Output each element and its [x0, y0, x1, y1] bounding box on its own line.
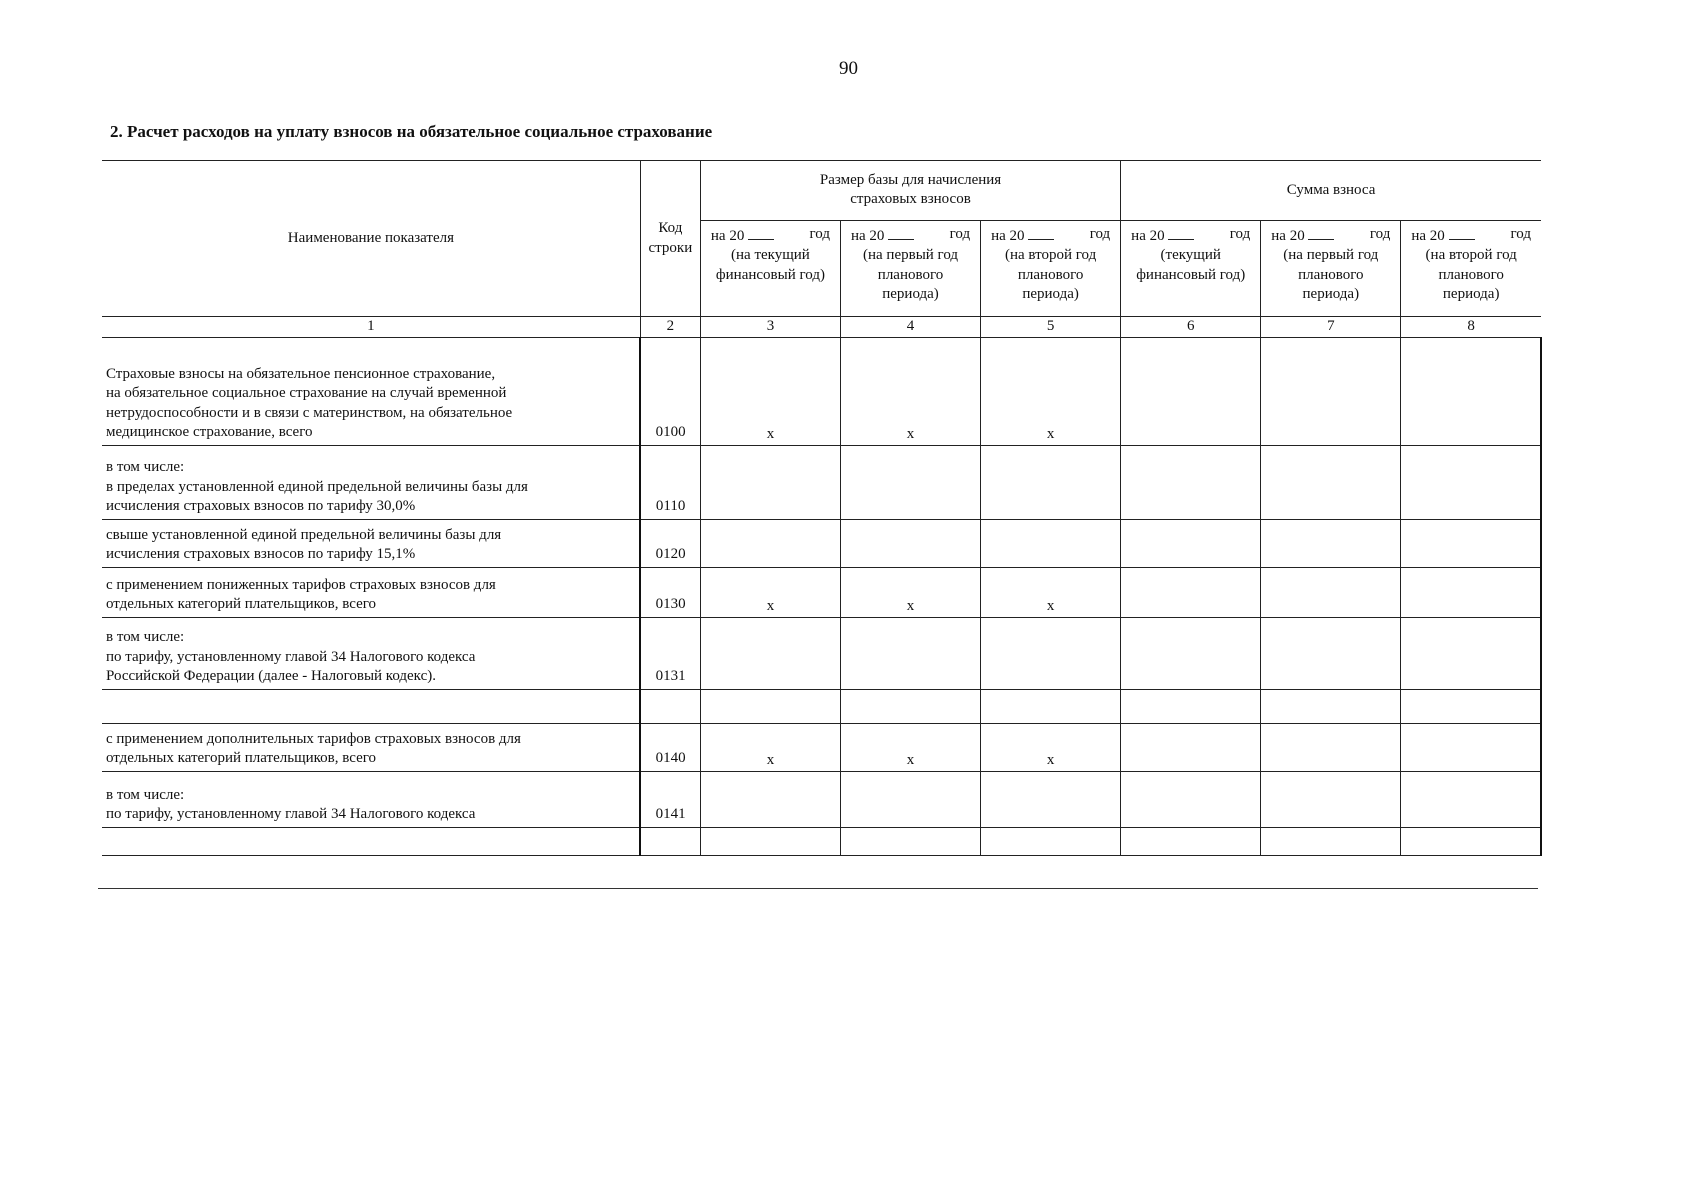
- column-number-1: 1: [102, 317, 640, 338]
- base-value-cell[interactable]: [840, 689, 980, 723]
- header-col-desc-line: финансовый год): [1136, 266, 1246, 283]
- table-row: [102, 617, 1541, 689]
- header-year-col-5: [981, 220, 1121, 316]
- base-value-cell[interactable]: [700, 445, 840, 519]
- year-line: [841, 225, 980, 247]
- row-code-cell: 0110: [640, 445, 700, 519]
- row-code-cell: 0140: [640, 723, 700, 771]
- insurance-contributions-table: [102, 160, 1542, 856]
- year-prefix-group: [1271, 225, 1334, 247]
- header-year-col-6: [1121, 220, 1261, 316]
- header-year-col-8: [1401, 220, 1541, 316]
- base-value-cell[interactable]: [700, 771, 840, 827]
- year-blank: [1028, 225, 1054, 240]
- year-prefix: на 20: [1131, 227, 1165, 244]
- header-col-desc-line: периода): [1442, 286, 1500, 303]
- sum-value-cell[interactable]: [1261, 617, 1401, 689]
- row-code-cell: [640, 689, 700, 723]
- sum-value-cell[interactable]: [1121, 771, 1261, 827]
- header-indicator-name: [102, 161, 640, 317]
- indicator-name-line: в пределах установленной единой предельной величины базы для: [106, 478, 528, 495]
- year-line: [1121, 225, 1260, 247]
- indicator-name-line: Страховые взносы на обязательное пенсионное страхование,: [106, 365, 496, 382]
- base-value-cell[interactable]: x: [700, 567, 840, 617]
- header-col-desc-line: (на текущий: [731, 247, 810, 264]
- year-suffix: год: [1089, 225, 1111, 242]
- table-row: [102, 827, 1541, 855]
- column-number-4: 4: [840, 317, 980, 338]
- base-value-cell[interactable]: [840, 519, 980, 567]
- indicator-name-cell: [102, 723, 640, 771]
- year-suffix: год: [949, 225, 971, 242]
- sum-value-cell[interactable]: [1261, 337, 1401, 445]
- indicator-name-cell: [102, 567, 640, 617]
- year-prefix: на 20: [991, 227, 1025, 244]
- table-row: [102, 723, 1541, 771]
- base-value-cell[interactable]: x: [840, 723, 980, 771]
- row-code-cell: 0100: [640, 337, 700, 445]
- year-prefix: на 20: [1271, 227, 1305, 244]
- column-number-8: 8: [1401, 317, 1541, 338]
- year-blank: [1308, 225, 1334, 240]
- indicator-name-cell: [102, 519, 640, 567]
- table-row: [102, 567, 1541, 617]
- sum-value-cell[interactable]: [1261, 771, 1401, 827]
- year-prefix-group: [851, 225, 914, 247]
- table-row: [102, 337, 1541, 445]
- header-sum-label: Сумма взноса: [1286, 181, 1376, 198]
- row-code-cell: 0131: [640, 617, 700, 689]
- sum-value-cell[interactable]: [1401, 519, 1541, 567]
- indicator-name-line: в том числе:: [106, 459, 185, 475]
- indicator-name-line: с применением пониженных тарифов страховых взносов для: [106, 576, 496, 593]
- header-year-col-4: [840, 220, 980, 316]
- year-suffix: год: [1369, 225, 1391, 242]
- sum-value-cell[interactable]: [1121, 617, 1261, 689]
- indicator-name-line: отдельных категорий плательщиков, всего: [106, 750, 377, 766]
- sum-value-cell[interactable]: [1261, 723, 1401, 771]
- base-value-cell[interactable]: [840, 445, 980, 519]
- year-suffix: год: [1510, 225, 1531, 242]
- base-value-cell[interactable]: [840, 771, 980, 827]
- year-blank: [1168, 225, 1194, 240]
- sum-value-cell[interactable]: [1261, 567, 1401, 617]
- sum-value-cell[interactable]: [1401, 771, 1541, 827]
- year-blank: [1449, 225, 1475, 240]
- column-number-3: 3: [700, 317, 840, 338]
- header-col-desc-line: (на второй год: [1004, 247, 1097, 264]
- header-col-desc-line: планового: [1017, 266, 1084, 283]
- header-base-group: [700, 161, 1120, 221]
- indicator-name-cell: [102, 771, 640, 827]
- base-value-cell[interactable]: x: [981, 723, 1121, 771]
- indicator-name-line: на обязательное социальное страхование на случай временной: [106, 385, 507, 401]
- indicator-name-cell: [102, 689, 640, 723]
- year-line: [981, 225, 1120, 247]
- header-col-desc-line: периода): [1302, 286, 1360, 303]
- base-value-cell[interactable]: [840, 617, 980, 689]
- sum-value-cell[interactable]: [1401, 723, 1541, 771]
- header-sum-group: [1121, 161, 1541, 221]
- header-col-desc-line: планового: [1438, 266, 1504, 283]
- sum-value-cell[interactable]: [1401, 337, 1541, 445]
- base-value-cell[interactable]: [700, 689, 840, 723]
- row-code-cell: 0130: [640, 567, 700, 617]
- indicator-name-cell: [102, 337, 640, 445]
- year-prefix: на 20: [1411, 227, 1445, 244]
- indicator-name-cell: [102, 827, 640, 855]
- header-col-desc-line: периода): [882, 286, 939, 303]
- sum-value-cell[interactable]: [1261, 519, 1401, 567]
- year-prefix-group: [991, 225, 1054, 247]
- indicator-name-line: исчисления страховых взносов по тарифу 30,0%: [106, 498, 416, 514]
- indicator-name-line: исчисления страховых взносов по тарифу 15,1%: [106, 546, 416, 562]
- header-year-col-7: [1261, 220, 1401, 316]
- indicator-name-line: нетрудоспособности и в связи с материнством, на обязательное: [106, 404, 513, 421]
- column-number-7: 7: [1261, 317, 1401, 338]
- sum-value-cell[interactable]: [1121, 519, 1261, 567]
- base-value-cell[interactable]: x: [981, 337, 1121, 445]
- sum-value-cell[interactable]: [1121, 337, 1261, 445]
- year-suffix: год: [809, 225, 830, 242]
- header-col-desc-line: (текущий: [1160, 247, 1221, 264]
- table-row: [102, 519, 1541, 567]
- sum-value-cell[interactable]: [1121, 689, 1261, 723]
- sum-value-cell[interactable]: [1121, 445, 1261, 519]
- base-value-cell[interactable]: x: [840, 337, 980, 445]
- base-value-cell[interactable]: [700, 827, 840, 855]
- base-value-cell[interactable]: x: [840, 567, 980, 617]
- indicator-name-cell: [102, 445, 640, 519]
- base-value-cell[interactable]: x: [981, 567, 1121, 617]
- header-code-line1: Код: [658, 220, 683, 236]
- sum-value-cell[interactable]: [1401, 445, 1541, 519]
- section-title: 2. Расчет расходов на уплату взносов на обязательное социальное страхование: [110, 122, 713, 141]
- base-value-cell[interactable]: [981, 445, 1121, 519]
- header-col-desc-line: (на первый год: [863, 247, 959, 264]
- row-code-cell: 0120: [640, 519, 700, 567]
- base-value-cell[interactable]: [981, 827, 1121, 855]
- header-col-desc-line: планового: [1298, 266, 1364, 283]
- year-line: [1261, 225, 1400, 247]
- base-value-cell[interactable]: x: [700, 337, 840, 445]
- header-col-desc-line: финансовый год): [715, 266, 825, 283]
- sum-value-cell[interactable]: [1401, 827, 1541, 855]
- base-value-cell[interactable]: x: [700, 723, 840, 771]
- page-number: 90: [839, 58, 858, 79]
- sum-value-cell[interactable]: [1401, 567, 1541, 617]
- header-base-line2: страховых взносов: [850, 191, 971, 208]
- sum-value-cell[interactable]: [1401, 617, 1541, 689]
- indicator-name-line: медицинское страхование, всего: [106, 424, 313, 440]
- base-value-cell[interactable]: [700, 617, 840, 689]
- column-number-6: 6: [1121, 317, 1261, 338]
- year-prefix-group: [1131, 225, 1194, 247]
- base-value-cell[interactable]: [840, 827, 980, 855]
- header-col-desc-line: периода): [1022, 286, 1079, 303]
- column-number-5: 5: [981, 317, 1121, 338]
- header-row-code: [640, 161, 700, 317]
- year-blank: [748, 225, 774, 240]
- base-value-cell[interactable]: [700, 519, 840, 567]
- year-line: [1401, 225, 1541, 247]
- indicator-name-line: в том числе:: [106, 629, 185, 645]
- sum-value-cell[interactable]: [1121, 567, 1261, 617]
- indicator-name-line: Российской Федерации (далее - Налоговый кодекс).: [106, 668, 436, 684]
- indicator-name-line: с применением дополнительных тарифов страховых взносов для: [106, 730, 521, 747]
- header-col-desc-line: (на второй год: [1425, 247, 1517, 264]
- base-value-cell[interactable]: [981, 519, 1121, 567]
- indicator-name-line: свыше установленной единой предельной величины базы для: [106, 526, 502, 543]
- sum-value-cell[interactable]: [1121, 723, 1261, 771]
- year-line: [701, 225, 840, 247]
- year-prefix-group: [1411, 225, 1474, 247]
- row-code-cell: 0141: [640, 771, 700, 827]
- year-prefix: на 20: [710, 227, 745, 244]
- table-row: [102, 771, 1541, 827]
- row-code-cell: [640, 827, 700, 855]
- base-value-cell[interactable]: [981, 617, 1121, 689]
- header-base-line1: Размер базы для начисления: [819, 171, 1002, 188]
- year-prefix-group: [711, 225, 774, 247]
- header-col-desc-line: планового: [877, 266, 944, 283]
- base-value-cell[interactable]: [981, 771, 1121, 827]
- indicator-name-line: по тарифу, установленному главой 34 Налогового кодекса: [106, 648, 476, 665]
- year-prefix: на 20: [850, 227, 885, 244]
- table-row: [102, 445, 1541, 519]
- bottom-rule: [98, 888, 1538, 889]
- sum-value-cell[interactable]: [1261, 827, 1401, 855]
- header-year-col-3: [700, 220, 840, 316]
- indicator-name-line: по тарифу, установленному главой 34 Налогового кодекса: [106, 806, 476, 822]
- header-col-desc-line: (на первый год: [1283, 247, 1379, 264]
- indicator-name-line: отдельных категорий плательщиков, всего: [106, 596, 377, 612]
- sum-value-cell[interactable]: [1121, 827, 1261, 855]
- header-indicator-name-label: Наименование показателя: [287, 229, 455, 246]
- indicator-name-cell: [102, 617, 640, 689]
- sum-value-cell[interactable]: [1261, 689, 1401, 723]
- sum-value-cell[interactable]: [1261, 445, 1401, 519]
- table-row: [102, 689, 1541, 723]
- base-value-cell[interactable]: [981, 689, 1121, 723]
- sum-value-cell[interactable]: [1401, 689, 1541, 723]
- year-suffix: год: [1229, 225, 1251, 242]
- header-code-line2: строки: [648, 239, 693, 256]
- column-number-2: 2: [640, 317, 700, 338]
- year-blank: [888, 225, 914, 240]
- indicator-name-line: в том числе:: [106, 786, 185, 803]
